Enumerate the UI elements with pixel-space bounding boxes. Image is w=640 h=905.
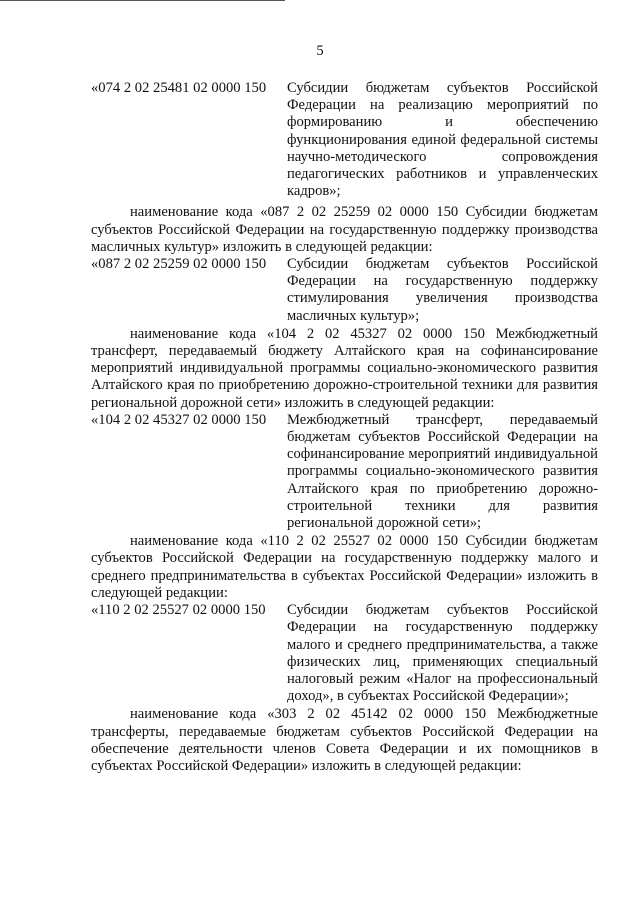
paragraph-303: наименование кода «303 2 02 45142 02 0000 150 Межбюджетные трансферты, передаваемые бюджетам субъектов Российской Федерации на обеспечение деятельности членов Совета Федерации и их помощников в субъектах Российской Федерации» изложить в следующей редакции: (91, 706, 598, 774)
entry-description: Субсидии бюджетам субъектов Российской Федерации на реализацию мероприятий по формированию и обеспечению функционирования единой федеральной системы научно-методического сопровождения педагогических работников и управленческих кадров»; (287, 80, 598, 200)
top-divider (0, 0, 285, 1)
code-entry-110 (91, 602, 598, 705)
paragraph-104: наименование кода «104 2 02 45327 02 0000 150 Межбюджетный трансферт, передаваемый бюджету Алтайского края на софинансирование мероприятий индивидуальной программы социально-экономического развития Алтайского края по приобретению дорожно-строительной техники для развития региональной дорожной сети» изложить в следующей редакции: (91, 325, 598, 411)
entry-code: «087 2 02 25259 02 0000 150 (91, 256, 267, 273)
entry-code: «110 2 02 25527 02 0000 150 (91, 602, 266, 619)
entry-description: Субсидии бюджетам субъектов Российской Федерации на государственную поддержку стимулирования увеличения производства масличных культур»; (287, 256, 598, 324)
entry-code: «104 2 02 45327 02 0000 150 (91, 411, 267, 428)
entry-description: Межбюджетный трансферт, передаваемый бюджетам субъектов Российской Федерации на софинансирование мероприятий индивидуальной программы социально-экономического развития Алтайского края по приобретению дорожно-строительной техники для развития региональной дорожной сети»; (287, 411, 598, 532)
entry-code: «074 2 02 25481 02 0000 150 (91, 80, 267, 96)
code-entry-087 (91, 256, 598, 325)
page-number: 5 (316, 43, 324, 59)
entry-description: Субсидии бюджетам субъектов Российской Федерации на государственную поддержку малого и среднего предпринимательства, а также физических лиц, применяющих специальный налоговый режим «Налог на профессиональный доход», в субъектах Российской Федерации»; (287, 602, 598, 705)
code-entry-104 (91, 412, 598, 532)
document-body (91, 80, 598, 775)
code-entry-074 (91, 80, 598, 200)
paragraph-110: наименование кода «110 2 02 25527 02 0000 150 Субсидии бюджетам субъектов Российской Федерации на государственную поддержку малого и среднего предпринимательства в субъектах Российской Федерации» изложить в следующей редакции: (91, 533, 598, 601)
paragraph-087: наименование кода «087 2 02 25259 02 0000 150 Субсидии бюджетам субъектов Российской Федерации на государственную поддержку производства масличных культур» изложить в следующей редакции: (91, 204, 598, 255)
